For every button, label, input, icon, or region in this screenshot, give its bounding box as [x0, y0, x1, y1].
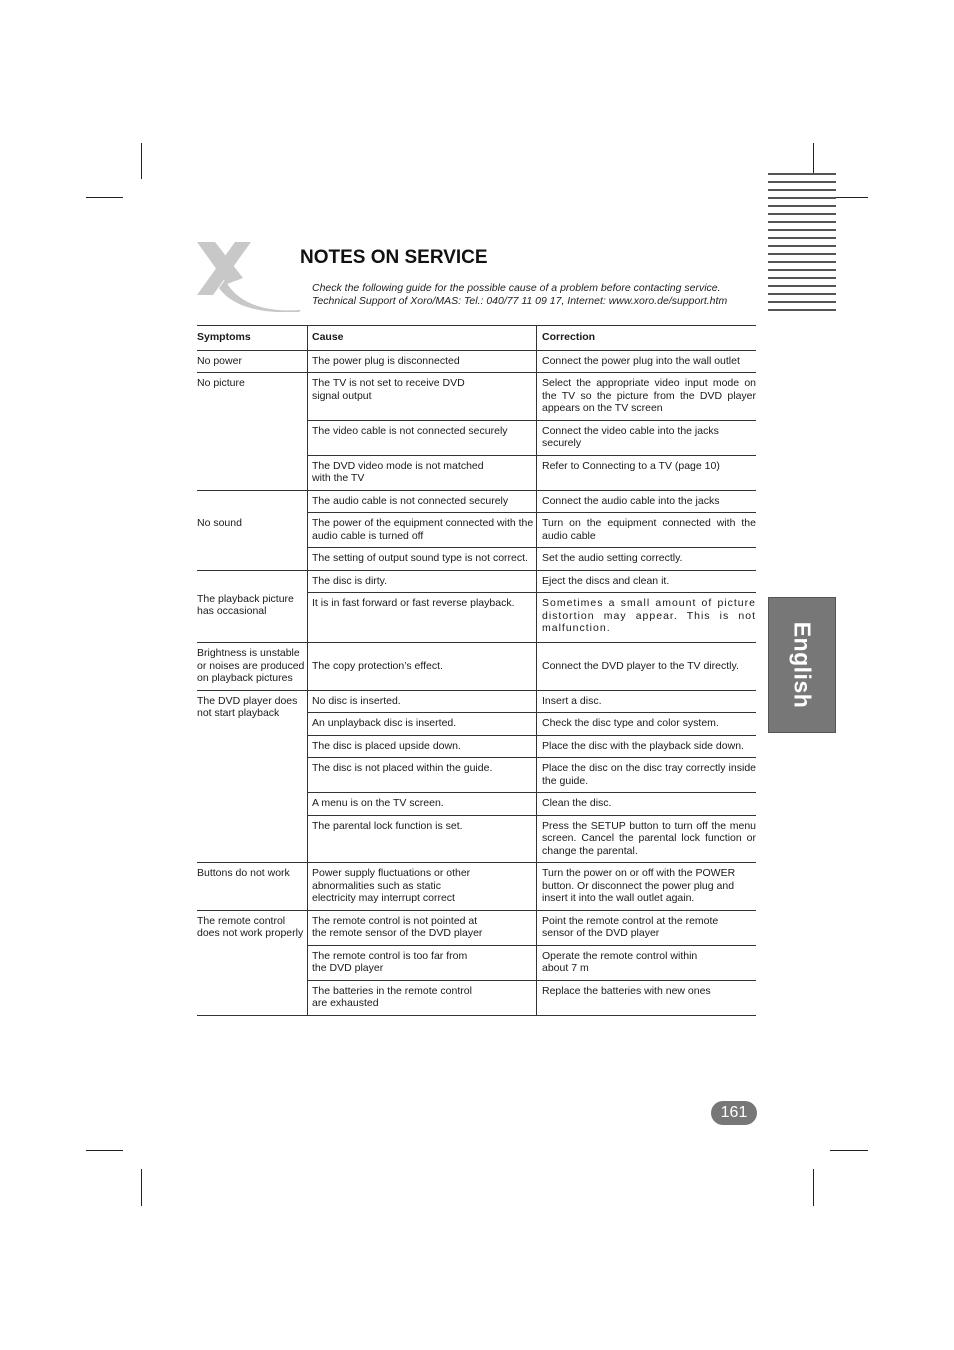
table-row	[197, 643, 756, 691]
table-row	[197, 863, 756, 911]
correction-cell: Replace the batteries with new ones	[537, 980, 757, 1015]
cause-cell: Power supply fluctuations or other abnormalities such as static electricity may interrupt correct	[308, 863, 537, 911]
cause-cell: It is in fast forward or fast reverse playback.	[308, 593, 537, 643]
cause-cell: The remote control is not pointed at the remote sensor of the DVD player	[308, 910, 537, 945]
symptom-cell	[197, 490, 308, 513]
xoro-logo-icon	[195, 240, 301, 312]
language-tab	[768, 597, 836, 733]
intro-text	[312, 282, 727, 308]
header-symptoms: Symptoms	[197, 326, 308, 351]
cause-cell: The disc is placed upside down.	[308, 735, 537, 758]
cause-cell: The batteries in the remote control are exhausted	[308, 980, 537, 1015]
table-row	[197, 593, 756, 643]
correction-cell: Operate the remote control within about 7 m	[537, 945, 757, 980]
language-tab-label: English	[789, 621, 816, 709]
table-header-row	[197, 326, 756, 351]
correction-cell: Press the SETUP button to turn off the menu screen. Cancel the parental lock function or change the parental.	[537, 815, 757, 863]
cause-cell: The audio cable is not connected securely	[308, 490, 537, 513]
cause-cell: The power plug is disconnected	[308, 350, 537, 373]
cause-cell: The DVD video mode is not matched with the TV	[308, 455, 537, 490]
service-table	[197, 325, 756, 1016]
cause-cell: The copy protection’s effect.	[308, 643, 537, 691]
symptom-cell: The playback picture has occasional	[197, 593, 308, 643]
table-row	[197, 548, 756, 571]
symptom-cell: The DVD player does not start playback	[197, 690, 308, 863]
header-correction: Correction	[537, 326, 757, 351]
table-row	[197, 910, 756, 945]
correction-cell: Connect the video cable into the jacks securely	[537, 420, 757, 455]
crop-mark	[813, 1169, 814, 1206]
cause-cell: No disc is inserted.	[308, 690, 537, 713]
correction-cell: Connect the audio cable into the jacks	[537, 490, 757, 513]
symptom-cell: No picture	[197, 373, 308, 491]
crop-mark	[141, 1169, 142, 1206]
intro-line-1: Check the following guide for the possible cause of a problem before contacting service.	[312, 282, 721, 294]
crop-mark	[141, 143, 142, 179]
correction-cell: Place the disc with the playback side down.	[537, 735, 757, 758]
cause-cell: A menu is on the TV screen.	[308, 793, 537, 816]
correction-cell: Turn on the equipment connected with the audio cable	[537, 513, 757, 548]
cause-cell: The TV is not set to receive DVD signal output	[308, 373, 537, 421]
page-title: NOTES ON SERVICE	[300, 247, 488, 268]
correction-cell: Refer to Connecting to a TV (page 10)	[537, 455, 757, 490]
correction-cell: Connect the power plug into the wall outlet	[537, 350, 757, 373]
correction-cell: Clean the disc.	[537, 793, 757, 816]
page-number: 161	[711, 1101, 757, 1125]
correction-cell: Place the disc on the disc tray correctly inside the guide.	[537, 758, 757, 793]
correction-cell: Connect the DVD player to the TV directly.	[537, 643, 757, 691]
crop-mark	[86, 197, 123, 198]
table-row	[197, 690, 756, 713]
symptom-cell: No power	[197, 350, 308, 373]
table-row	[197, 490, 756, 513]
symptom-cell: Buttons do not work	[197, 863, 308, 911]
table-row	[197, 350, 756, 373]
correction-cell: Check the disc type and color system.	[537, 713, 757, 736]
crop-mark	[830, 1150, 868, 1151]
cause-cell: The disc is dirty.	[308, 570, 537, 593]
correction-cell: Eject the discs and clean it.	[537, 570, 757, 593]
symptom-cell: Brightness is unstable or noises are produced on playback pictures	[197, 643, 308, 691]
cause-cell: An unplayback disc is inserted.	[308, 713, 537, 736]
correction-cell: Turn the power on or off with the POWER button. Or disconnect the power plug and insert it into the wall outlet again.	[537, 863, 757, 911]
header-cause: Cause	[308, 326, 537, 351]
correction-cell: Insert a disc.	[537, 690, 757, 713]
table-row	[197, 513, 756, 548]
table-row	[197, 373, 756, 421]
symptom-cell	[197, 570, 308, 593]
correction-cell: Point the remote control at the remote sensor of the DVD player	[537, 910, 757, 945]
cause-cell: The remote control is too far from the DVD player	[308, 945, 537, 980]
crop-mark	[86, 1150, 123, 1151]
table-row	[197, 570, 756, 593]
correction-cell: Sometimes a small amount of picture distortion may appear. This is not malfunction.	[537, 593, 757, 643]
intro-line-2: Technical Support of Xoro/MAS: Tel.: 040/77 11 09 17, Internet: www.xoro.de/support.htm	[312, 295, 728, 307]
cause-cell: The parental lock function is set.	[308, 815, 537, 863]
symptom-cell	[197, 548, 308, 571]
decorative-stripes	[768, 173, 836, 313]
cause-cell: The video cable is not connected securely	[308, 420, 537, 455]
cause-cell: The disc is not placed within the guide.	[308, 758, 537, 793]
cause-cell: The setting of output sound type is not correct.	[308, 548, 537, 571]
correction-cell: Set the audio setting correctly.	[537, 548, 757, 571]
cause-cell: The power of the equipment connected with the audio cable is turned off	[308, 513, 537, 548]
symptom-cell: No sound	[197, 516, 242, 529]
correction-cell: Select the appropriate video input mode on the TV so the picture from the DVD player appears on the TV screen	[537, 373, 757, 421]
symptom-cell: The remote control does not work properly	[197, 910, 308, 1015]
